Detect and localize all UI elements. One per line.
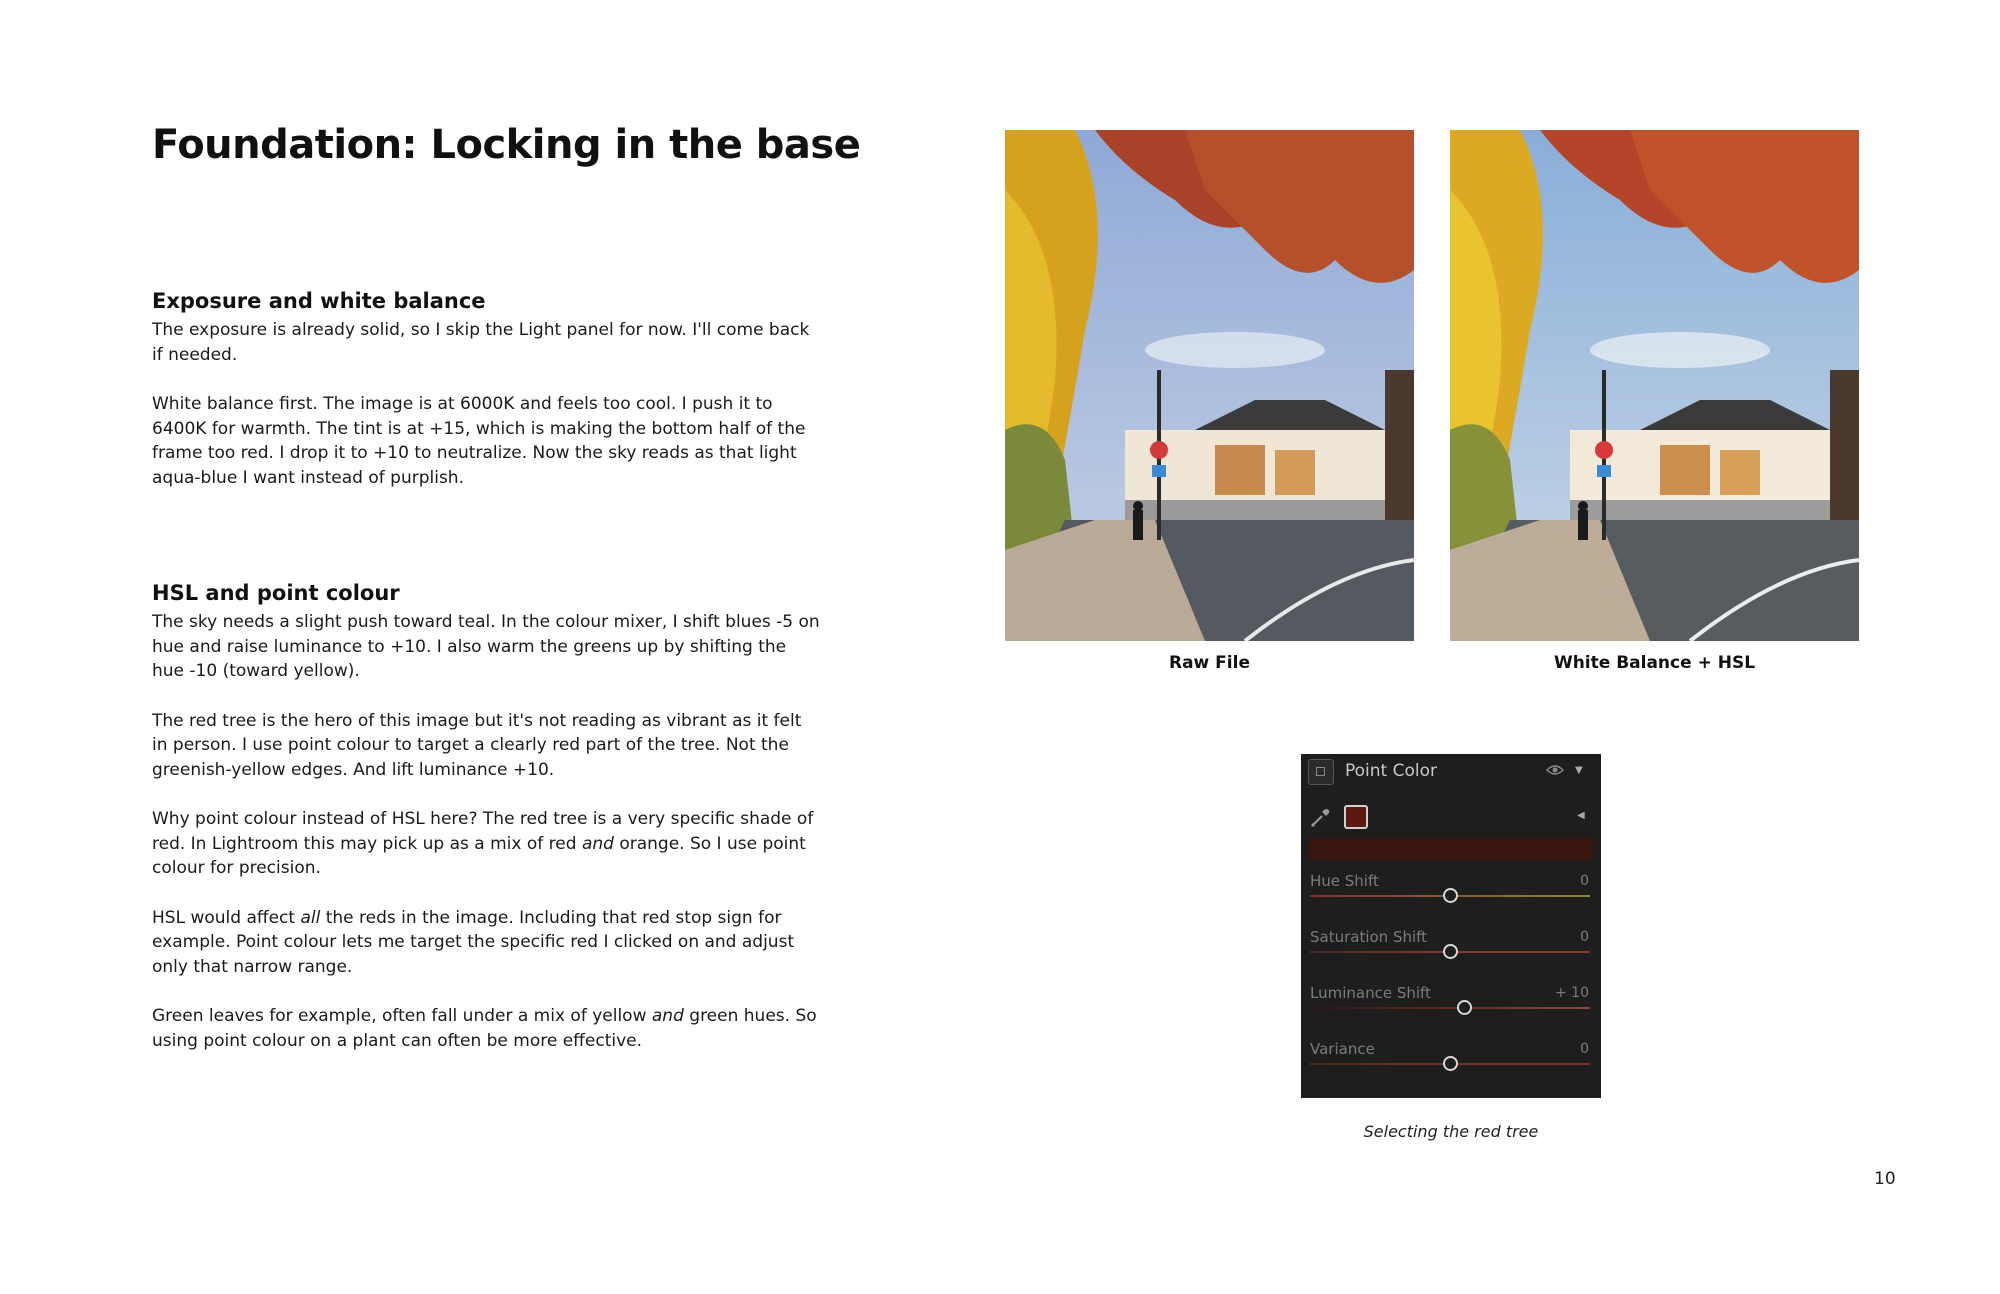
white-balance-hsl-caption: White Balance + HSL xyxy=(1553,653,1756,673)
edited-photo xyxy=(1450,130,1859,641)
section-heading: HSL and point colour xyxy=(152,581,400,605)
raw-photo xyxy=(1005,130,1414,641)
color-range-bar xyxy=(1309,838,1593,860)
slider-value: + 10 xyxy=(1555,985,1589,1001)
paragraph: Why point colour instead of HSL here? The red tree is a very specific shade of red. In Lightroom this may pick up as a mix of red and orange. So I use point colour for precision. xyxy=(152,809,814,878)
paragraph: The red tree is the hero of this image but it's not reading as vibrant as it felt in person. I use point colour to target a clearly red part of the tree. Not the greenish-yellow edges. And lift luminance +10. xyxy=(152,710,802,780)
raw-file-caption: Raw File xyxy=(1169,653,1250,673)
selected-color-swatch[interactable] xyxy=(1344,805,1368,829)
section-hsl xyxy=(152,578,822,1078)
page-number: 10 xyxy=(1874,1169,1896,1189)
street-scene-image xyxy=(1005,130,1414,641)
slider-knob[interactable] xyxy=(1457,1000,1472,1015)
eyedropper-icon[interactable] xyxy=(1310,806,1332,828)
slider-label: Luminance Shift xyxy=(1310,984,1431,1002)
eye-icon[interactable] xyxy=(1546,764,1564,776)
section-heading: Exposure and white balance xyxy=(152,289,486,313)
chevron-left-icon[interactable]: ◀ xyxy=(1577,810,1585,821)
section-exposure xyxy=(152,286,822,515)
panel-title: Point Color xyxy=(1345,761,1437,781)
slider-value: 0 xyxy=(1580,929,1589,945)
panel-toggle-icon[interactable] xyxy=(1308,759,1334,785)
slider-label: Hue Shift xyxy=(1310,872,1379,890)
paragraph: Green leaves for example, often fall under a mix of yellow and green hues. So using point colour on a plant can often be more effective. xyxy=(152,1006,817,1051)
slider-value: 0 xyxy=(1580,873,1589,889)
slider-track[interactable] xyxy=(1310,1007,1590,1009)
street-scene-image xyxy=(1450,130,1859,641)
paragraph: White balance first. The image is at 6000K and feels too cool. I push it to 6400K for warmth. The tint is at +15, which is making the bottom half of the frame too red. I drop it to +10 to neutralize. Now the sky reads as that light aqua-blue I want instead of purplish. xyxy=(152,394,806,488)
point-color-panel xyxy=(1301,754,1601,1098)
paragraph: HSL would affect all the reds in the image. Including that red stop sign for example. Point colour lets me target the specific red I clicked on and adjust only that narrow range. xyxy=(152,907,795,977)
page-title: Foundation: Locking in the base xyxy=(152,122,861,168)
paragraph: The sky needs a slight push toward teal. In the colour mixer, I shift blues -5 on hue and raise luminance to +10. I also warm the greens up by shifting the hue -10 (toward yellow). xyxy=(152,612,820,681)
slider-knob[interactable] xyxy=(1443,944,1458,959)
panel-caption: Selecting the red tree xyxy=(1363,1122,1539,1141)
slider-knob[interactable] xyxy=(1443,1056,1458,1071)
paragraph: The exposure is already solid, so I skip the Light panel for now. I'll come back if needed. xyxy=(152,320,810,365)
slider-label: Variance xyxy=(1310,1040,1375,1058)
slider-label: Saturation Shift xyxy=(1310,928,1428,946)
slider-value: 0 xyxy=(1580,1041,1589,1057)
slider-knob[interactable] xyxy=(1443,888,1458,903)
chevron-down-icon[interactable]: ▼ xyxy=(1575,765,1583,776)
